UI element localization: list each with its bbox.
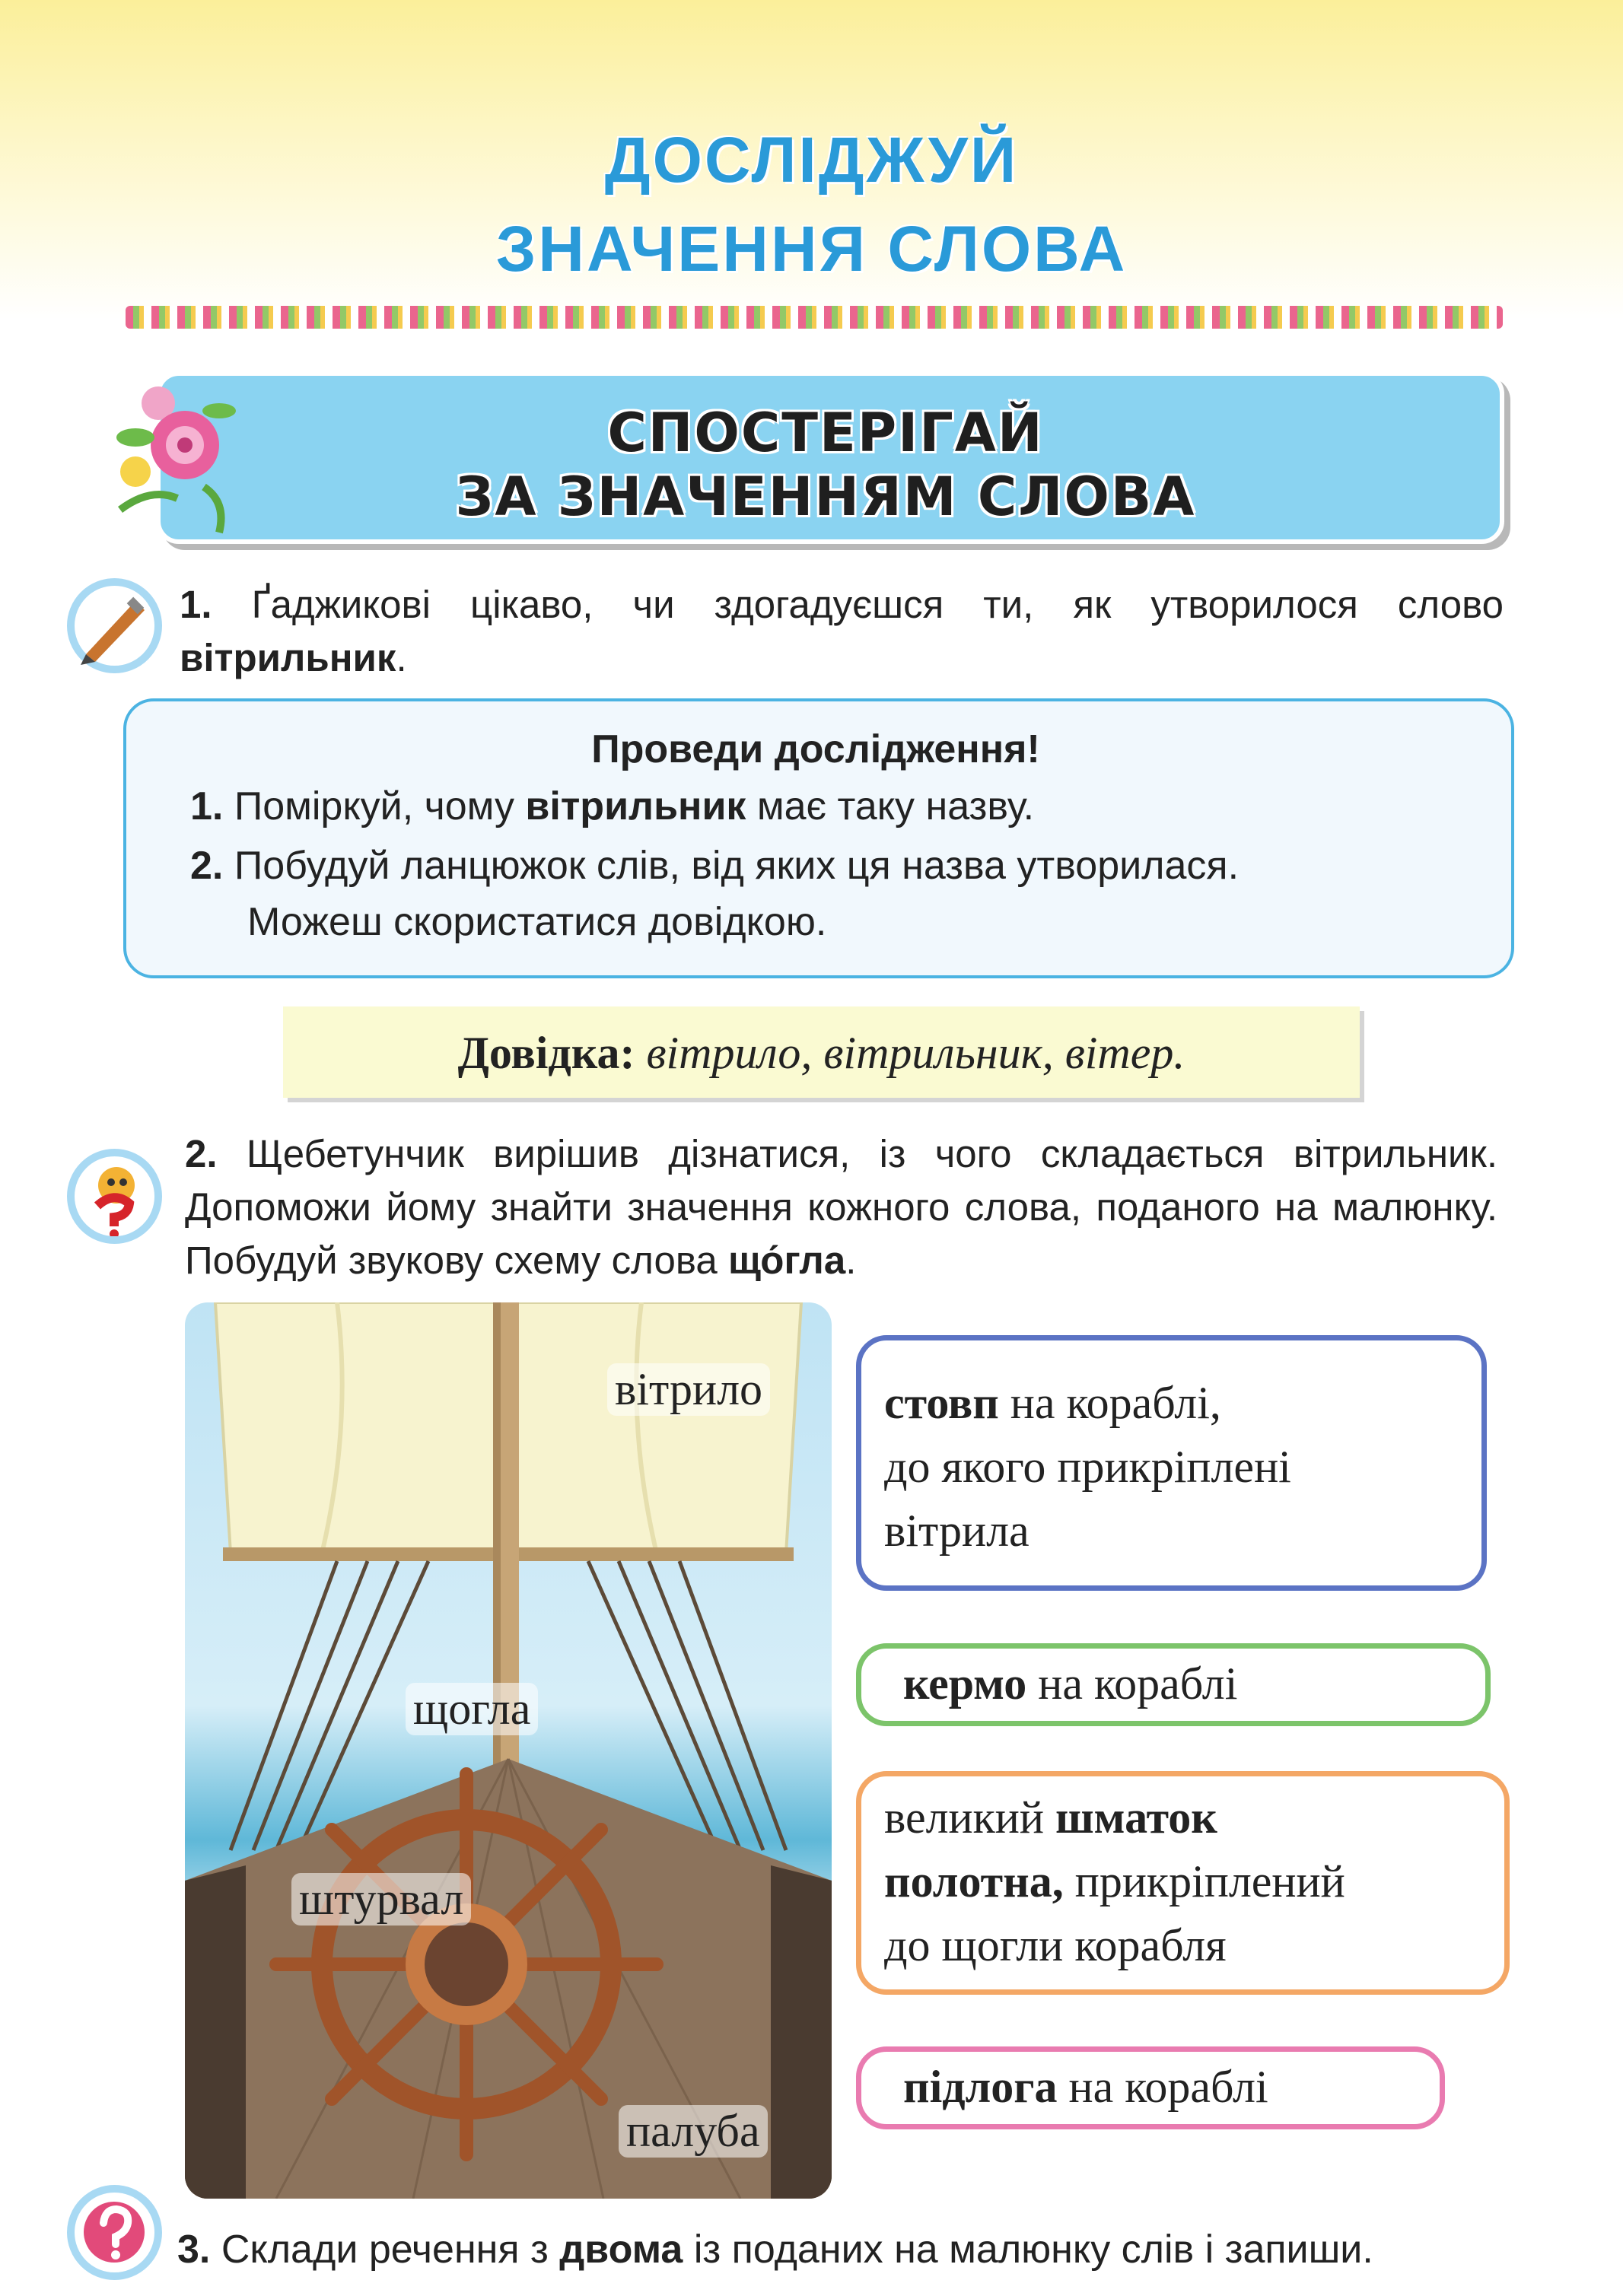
card1-rest-line1: на кораблі, <box>1010 1378 1221 1428</box>
task1-number: 1. <box>180 583 212 626</box>
card3-line2 <box>884 1849 1500 1913</box>
research-item2-line1: Побудуй ланцюжок слів, від яких ця назва утворилася. <box>234 844 1240 888</box>
reference-text <box>283 1027 1360 1080</box>
label-deck: палуба <box>619 2105 768 2158</box>
card3-line2-bold: полотна, <box>884 1856 1064 1906</box>
definition-card-wheel[interactable] <box>856 1643 1491 1726</box>
card2-bold: кермо <box>903 1658 1027 1709</box>
card3-line3: до щогли корабля <box>884 1920 1227 1970</box>
card3-line1-plain: великий <box>884 1792 1045 1843</box>
section-title-line1: СПОСТЕРІГАЙ <box>607 402 1044 464</box>
card4-rest: на кораблі <box>1068 2062 1268 2112</box>
research-item2-line2: Можеш скористатися довідкою. <box>247 900 827 944</box>
section-title-line2: ЗА ЗНАЧЕННЯМ СЛОВА <box>455 466 1196 528</box>
task1-text-before: Ґаджикові цікаво, чи здогадуєшся ти, як утворилося слово <box>251 583 1504 626</box>
research-heading: Проведи дослідження! <box>591 727 1040 771</box>
page-title-line2: ЗНАЧЕННЯ СЛОВА <box>495 213 1128 285</box>
research-item2 <box>190 839 1484 892</box>
task1-text-after: . <box>396 636 407 679</box>
label-sail: вітрило <box>607 1363 770 1416</box>
task3-word: двома <box>559 2228 683 2272</box>
research-item1-before: Поміркуй, чому <box>234 784 514 828</box>
research-item1-number: 1. <box>190 784 224 828</box>
research-item1-word: вітрильник <box>525 784 746 828</box>
label-mast: щогла <box>406 1683 538 1735</box>
card3-line1 <box>884 1786 1500 1849</box>
definition-card-sail[interactable] <box>856 1771 1510 1995</box>
task2-text <box>185 1127 1497 1287</box>
ornament-border <box>126 306 1503 329</box>
task3-before: Склади речення з <box>221 2228 549 2272</box>
bird-question-icon <box>67 1149 162 1244</box>
task2-end: . <box>845 1239 857 1282</box>
task2-word: що́гла <box>727 1239 846 1282</box>
card1-line2: до якого прикріплені <box>884 1442 1291 1492</box>
reference-label: Довідка: <box>457 1028 635 1078</box>
task2-body: Щебетунчик вирішив дізнатися, із чого складається вітрильник. Допоможи йому знайти значення кожного слова, поданого на малюнку. Побудуй звукову схему слова <box>185 1132 1497 1282</box>
task1-text <box>180 578 1504 685</box>
research-item1 <box>190 780 1484 833</box>
label-wheel: штурвал <box>291 1873 471 1926</box>
research-item1-after: має таку назву. <box>756 784 1035 828</box>
card1-line1 <box>884 1371 1478 1435</box>
pen-icon <box>67 578 162 673</box>
definition-card-deck[interactable] <box>856 2046 1445 2129</box>
card2-rest: на кораблі <box>1038 1658 1238 1709</box>
definition-card-mast[interactable] <box>856 1335 1487 1591</box>
card4-bold: підлога <box>903 2062 1058 2112</box>
research-item2-number: 2. <box>190 844 224 888</box>
card1-bold: стовп <box>884 1378 999 1428</box>
page-title-line1: ДОСЛІДЖУЙ <box>604 124 1019 196</box>
card3-line2-plain: прикріплений <box>1074 1856 1345 1906</box>
ship-illustration <box>185 1302 832 2199</box>
card1-line3: вітрила <box>884 1506 1029 1556</box>
task1-word: вітрильник <box>180 636 396 679</box>
reference-words: вітрило, вітрильник, вітер. <box>646 1028 1185 1078</box>
question-mark-icon <box>67 2185 162 2280</box>
card3-line1-bold: шматок <box>1055 1792 1217 1843</box>
task2-number: 2. <box>185 1132 218 1175</box>
task3-text <box>177 2223 1516 2276</box>
task3-after: із поданих на малюнку слів і запиши. <box>693 2228 1373 2272</box>
task3-number: 3. <box>177 2228 211 2272</box>
